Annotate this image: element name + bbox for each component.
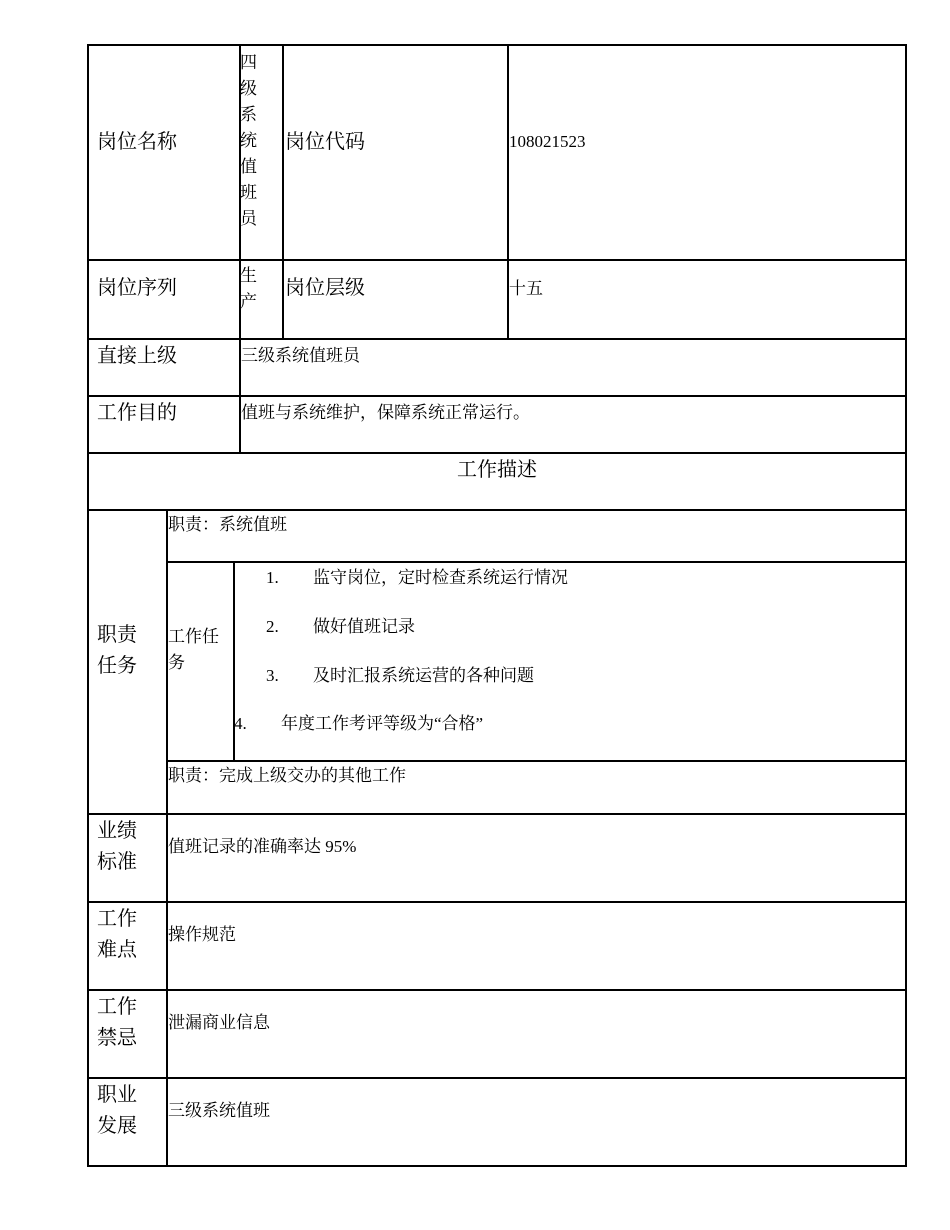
- row-divider: [87, 813, 907, 815]
- row-divider: [87, 1077, 907, 1079]
- post-name-label: 岗位名称: [97, 131, 177, 153]
- purpose-label: 工作目的: [97, 402, 177, 424]
- superior-value: 三级系统值班员: [241, 346, 360, 365]
- performance-value: 值班记录的准确率达 95%: [168, 837, 357, 856]
- row-divider: [87, 395, 907, 397]
- difficulty-value: 操作规范: [168, 925, 236, 944]
- performance-label: 业绩标准: [97, 820, 137, 873]
- task-number: 2.: [266, 617, 279, 636]
- taboo-label: 工作禁忌: [97, 996, 137, 1049]
- task-number: 3.: [266, 666, 279, 685]
- task-text: 年度工作考评等级为“合格”: [281, 714, 484, 733]
- row-divider: [87, 989, 907, 991]
- row-divider: [87, 338, 907, 340]
- task-number: 1.: [266, 568, 279, 587]
- table-border-bottom: [87, 1165, 907, 1167]
- task-text: 及时汇报系统运营的各种问题: [313, 666, 534, 685]
- task-item: [234, 711, 483, 737]
- task-text: 做好值班记录: [313, 617, 415, 636]
- post-code-label: 岗位代码: [285, 131, 365, 153]
- duty1-title: 职责：系统值班: [168, 515, 287, 534]
- difficulty-label: 工作难点: [97, 908, 137, 961]
- table-border-top: [87, 44, 907, 46]
- superior-label: 直接上级: [97, 345, 177, 367]
- task-item: [266, 565, 568, 591]
- post-level-value: 十五: [509, 279, 543, 298]
- post-name-value: 四级系统值班员: [240, 53, 257, 228]
- tasks-label: 工作任务: [168, 627, 219, 672]
- table-border-right: [905, 44, 907, 1167]
- duties-label: 职责任务: [97, 624, 137, 677]
- task-number: 4.: [234, 714, 247, 733]
- career-label: 职业发展: [97, 1084, 137, 1137]
- task-text: 监守岗位，定时检查系统运行情况: [313, 568, 568, 587]
- post-code-value: 108021523: [509, 132, 586, 151]
- row-divider: [87, 901, 907, 903]
- table-border-left: [87, 44, 89, 1167]
- row-divider: [87, 509, 907, 511]
- career-value: 三级系统值班: [168, 1101, 270, 1120]
- task-item: [266, 614, 415, 640]
- description-title: 工作描述: [457, 459, 537, 481]
- row-divider: [87, 259, 907, 261]
- row-divider: [167, 561, 907, 563]
- purpose-value: 值班与系统维护，保障系统正常运行。: [241, 403, 530, 422]
- taboo-value: 泄漏商业信息: [168, 1013, 270, 1032]
- row-divider: [167, 760, 907, 762]
- post-series-label: 岗位序列: [97, 277, 177, 299]
- task-item: [266, 663, 534, 689]
- post-series-value: 生产: [240, 266, 257, 309]
- row-divider: [87, 452, 907, 454]
- duty2-title: 职责：完成上级交办的其他工作: [168, 766, 406, 785]
- column-divider: [282, 44, 284, 339]
- post-level-label: 岗位层级: [285, 277, 365, 299]
